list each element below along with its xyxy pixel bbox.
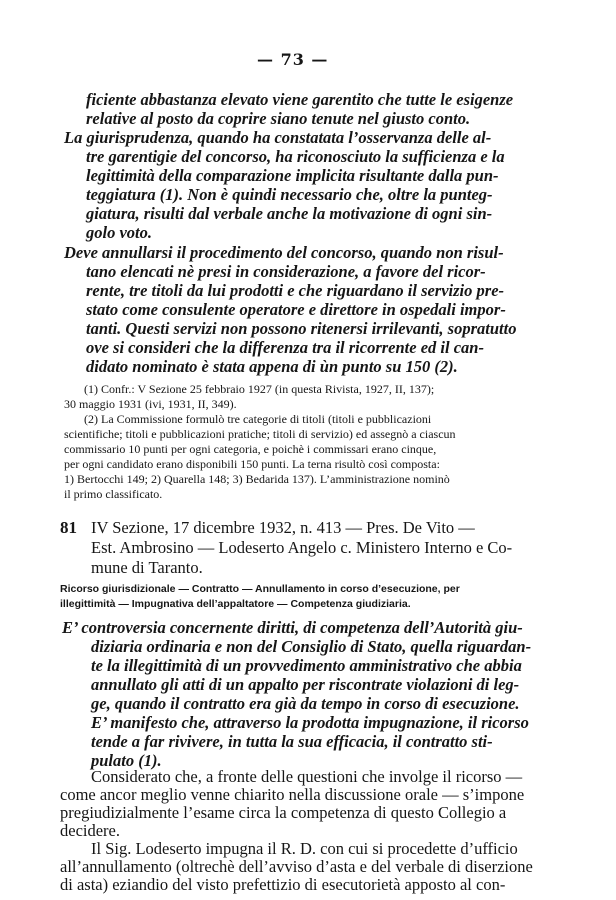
case-heading: IV Sezione, 17 dicembre 1932, n. 413 — Pres. De Vito — (91, 518, 475, 537)
footnote-line: 1) Bertocchi 149; 2) Quarella 148; 3) Bedarida 137). L’amministrazione nominò (64, 472, 450, 486)
text-line: tano elencati nè presi in considerazione, a favore del ricor- (86, 262, 486, 281)
footnote-line: scientifiche; titoli e pubblicazioni pratiche; titoli di servizio) ed assegnò a ciascun (64, 427, 456, 441)
case-keywords: Ricorso giurisdizionale — Contratto — Annullamento in corso d’esecuzione, per (60, 583, 460, 595)
text-line: relative al posto da coprire siano tenute nel giusto conto. (86, 109, 471, 128)
text-line: didato nominato è stata appena di ùn punto su 150 (2). (86, 357, 458, 376)
body-line: pregiudizialmente l’esame circa la competenza di questo Collegio a (60, 803, 507, 822)
text-line: golo voto. (86, 223, 152, 242)
text-line: La giurisprudenza, quando ha constatata l’osservanza delle al- (64, 128, 492, 147)
body-line: come ancor meglio venne chiarito nella discussione orale — s’impone (60, 785, 525, 804)
footnote-line: (2) La Commissione formulò tre categorie di titoli (titoli e pubblicazioni (84, 412, 432, 426)
text-line: ove si consideri che la differenza tra il ricorrente ed il can- (86, 338, 484, 357)
case-keywords: illegittimità — Impugnativa dell’appaltatore — Competenza giudiziaria. (60, 598, 411, 610)
text-line: tre garentigie del concorso, ha riconosciuto la sufficienza e la (86, 147, 505, 166)
footnote-line: 30 maggio 1931 (ivi, 1931, II, 349). (64, 397, 237, 411)
text-line: giatura, risulti dal verbale anche la motivazione di ogni sin- (86, 204, 493, 223)
maxim-line: annullato gli atti di un appalto per riscontrate violazioni di leg- (91, 675, 520, 694)
text-line: legittimità della comparazione implicita risultante dalla pun- (86, 166, 499, 185)
maxim-line: te la illegittimità di un provvedimento amministrativo che abbia (91, 656, 522, 675)
text-line: tanti. Questi servizi non possono ritenersi irrilevanti, sopratutto (86, 319, 517, 338)
case-heading: Est. Ambrosino — Lodeserto Angelo c. Ministero Interno e Co- (91, 538, 513, 557)
text-line: ficiente abbastanza elevato viene garentito che tutte le esigenze (86, 90, 514, 109)
footnote-line: il primo classificato. (64, 487, 163, 501)
maxim-line: tende a far rivivere, in tutta la sua efficacia, il contratto sti- (91, 732, 493, 751)
page-number: — 73 — (257, 50, 329, 69)
maxim-line: pulato (1). (91, 751, 162, 770)
body-line: Considerato che, a fronte delle questioni che involge il ricorso — (91, 767, 523, 786)
maxim-line: ge, quando il contratto era già da tempo in corso di esecuzione. (91, 694, 520, 713)
text-line: rente, tre titoli da lui prodotti e che riguardano il servizio pre- (86, 281, 505, 300)
body-line: decidere. (60, 821, 120, 840)
case-number: 81 (60, 518, 77, 537)
case-heading: mune di Taranto. (91, 558, 203, 577)
text-line: teggiatura (1). Non è quindi necessario che, oltre la punteg- (86, 185, 493, 204)
body-line: di asta) eziandio del visto prefettizio di esecutorietà apposto al con- (60, 875, 506, 894)
maxim-line: diziaria ordinaria e non del Consiglio di Stato, quella riguardan- (91, 637, 532, 656)
maxim-line: E’ controversia concernente diritti, di competenza dell’Autorità giu- (62, 618, 523, 637)
footnote-line: commissario 10 punti per ogni categoria, e poichè i commissari erano cinque, (64, 442, 437, 456)
footnote-line: (1) Confr.: V Sezione 25 febbraio 1927 (in questa Rivista, 1927, II, 137); (84, 382, 435, 396)
body-line: all’annullamento (oltrechè dell’avviso d’asta e del verbale di diserzione (60, 857, 533, 876)
footnote-line: per ogni candidato erano disponibili 150 punti. La terna risultò così composta: (64, 457, 440, 471)
text-line: stato come consulente operatore e direttore in ospedali impor- (86, 300, 506, 319)
text-line: Deve annullarsi il procedimento del concorso, quando non risul- (64, 243, 504, 262)
maxim-line: E’ manifesto che, attraverso la prodotta impugnazione, il ricorso (91, 713, 529, 732)
body-line: Il Sig. Lodeserto impugna il R. D. con cui si procedette d’ufficio (91, 839, 518, 858)
